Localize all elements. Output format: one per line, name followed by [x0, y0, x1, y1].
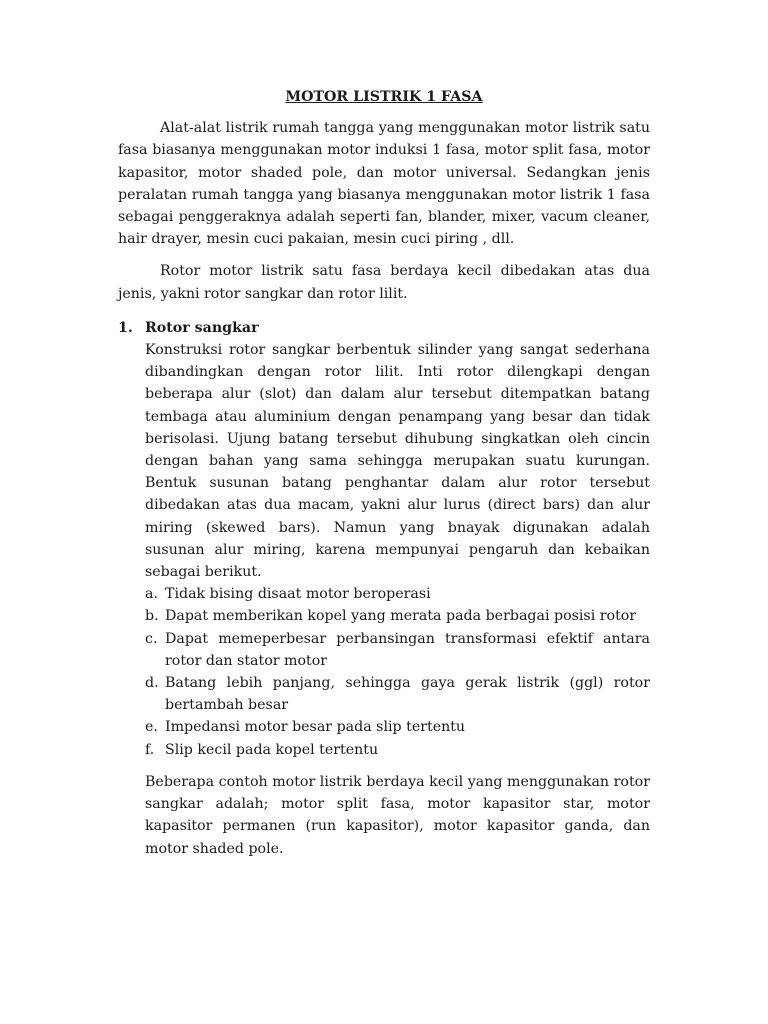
- document-page: [118, 86, 650, 860]
- list-item: [145, 716, 650, 738]
- list-item: [145, 628, 650, 672]
- list-item: [145, 605, 650, 627]
- list-item-text: Batang lebih panjang, sehingga gaya gerak listrik (ggl) rotor bertambah besar: [165, 675, 650, 714]
- list-item-text: Dapat memberikan kopel yang merata pada berbagai posisi rotor: [165, 608, 637, 625]
- list-marker: a.: [145, 586, 158, 603]
- list-item: [145, 583, 650, 605]
- document-title: MOTOR LISTRIK 1 FASA: [285, 89, 483, 105]
- list-item: [145, 739, 650, 761]
- list-item: [145, 672, 650, 716]
- list-item-text: Impedansi motor besar pada slip tertentu: [165, 719, 466, 736]
- section-heading: [118, 317, 650, 339]
- list-item-text: Dapat memeperbesar perbansingan transformasi efektif antara rotor dan stator motor: [165, 630, 650, 669]
- list-marker: b.: [145, 608, 159, 625]
- list-marker: c.: [145, 630, 158, 647]
- section-title: Rotor sangkar: [145, 319, 259, 336]
- section-number: 1.: [118, 319, 133, 336]
- list-item-text: Tidak bising disaat motor beroperasi: [165, 586, 431, 603]
- list-item-text: Slip kecil pada kopel tertentu: [165, 741, 379, 758]
- section-closing: Beberapa contoh motor listrik berdaya kecil yang menggunakan rotor sangkar adalah; motor split fasa, motor kapasitor star, motor kapasitor permanen (run kapasitor), motor kapasitor ganda, dan motor shaded pole.: [145, 773, 650, 857]
- advantages-list: [145, 583, 650, 761]
- list-marker: e.: [145, 719, 158, 736]
- section-intro: Konstruksi rotor sangkar berbentuk silinder yang sangat sederhana dibandingkan dengan rotor lilit. Inti rotor dilengkapi dengan beberapa alur (slot) dan dalam alur tersebut ditempatkan batang tembaga atau aluminium dengan penampang yang besar dan tidak berisolasi. Ujung batang tersebut dihubung singkatkan oleh cincin dengan bahan yang sama sehingga merupakan suatu kurungan. Bentuk susunan batang penghantar dalam alur rotor tersebut dibedakan atas dua macam, yakni alur lurus (direct bars) dan alur miring (skewed bars). Namun yang bnayak digunakan adalah susunan alur miring, karena mempunyai pengaruh dan kebaikan sebagai berikut.: [145, 342, 650, 581]
- list-marker: d.: [145, 675, 159, 692]
- paragraph-rotor-types: Rotor motor listrik satu fasa berdaya kecil dibedakan atas dua jenis, yakni rotor sangkar dan rotor lilit.: [118, 263, 650, 302]
- section-rotor-sangkar: [118, 317, 650, 860]
- section-body: [145, 339, 650, 860]
- list-marker: f.: [145, 741, 155, 758]
- paragraph-intro: Alat-alat listrik rumah tangga yang menggunakan motor listrik satu fasa biasanya menggunakan motor induksi 1 fasa, motor split fasa, motor kapasitor, motor shaded pole, dan motor universal. Sedangkan jenis peralatan rumah tangga yang biasanya menggunakan motor listrik 1 fasa sebagai penggeraknya adalah seperti fan, blander, mixer, vacum cleaner, hair drayer, mesin cuci pakaian, mesin cuci piring , dll.: [118, 120, 650, 248]
